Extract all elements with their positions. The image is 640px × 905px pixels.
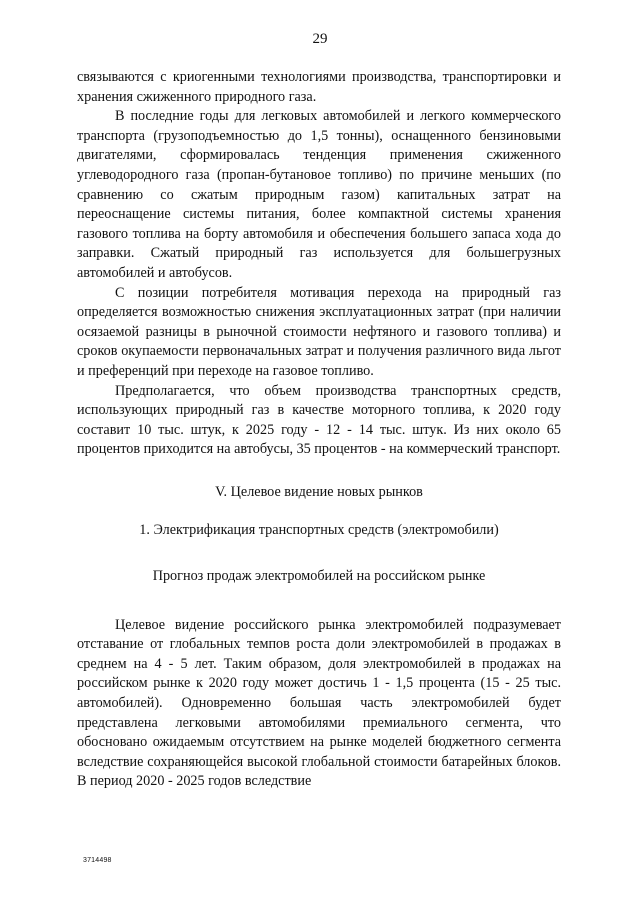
forecast-heading: Прогноз продаж электромобилей на российском рынке (152, 568, 486, 585)
paragraph-continuation: связываются с криогенными технологиями производства, транспортировки и хранения сжиженного природного газа. (77, 69, 561, 105)
document-id: 3714498 (83, 857, 112, 864)
page-number: 29 (312, 31, 328, 47)
subsection-heading: 1. Электрификация транспортных средств (электромобили) (139, 522, 499, 539)
document-body (77, 68, 561, 792)
paragraph-consumer-motivation: С позиции потребителя мотивация перехода на природный газ определяется возможностью снижения эксплуатационных затрат (при наличии осязаемой разницы в рыночной стоимости нефтяного и газового топлива) и сроков окупаемости первоначальных затрат и получения различного вида льгот и преференций при переходе на газовое топливо. (77, 284, 561, 379)
section-heading: V. Целевое видение новых рынков (215, 483, 423, 500)
paragraph-production-forecast: Предполагается, что объем производства транспортных средств, использующих природный газ в качестве моторного топлива, к 2020 году составит 10 тыс. штук, к 2025 году - 12 - 14 тыс. штук. Из них около 65 процентов приходится на автобусы, 35 процентов - на коммерческий транспорт. (77, 382, 561, 458)
paragraph-lpg-trend: В последние годы для легковых автомобилей и легкого коммерческого транспорта (грузоподъемностью до 1,5 тонны), оснащенного бензиновыми двигателями, сформировалась тенденция применения сжиженного углеводородного газа (пропан-бутановое топливо) по причине меньших (по сравнению со сжатым природным газом) капитальных затрат на переоснащение системы питания, более компактной системы хранения газового топлива на борту автомобиля и обеспечения большего запаса хода до заправки. Сжатый природный газ используется для большегрузных автомобилей и автобусов. (77, 108, 561, 281)
paragraph-ev-market-vision: Целевое видение российского рынка электромобилей подразумевает отставание от глобальных темпов роста доли электромобилей в продажах в среднем на 4 - 5 лет. Таким образом, доля электромобилей в продажах на российском рынке к 2020 году может достичь 1 - 1,5 процента (15 - 25 тыс. автомобилей). Одновременно большая часть электромобилей будет представлена легковыми автомобилями премиального сегмента, что обосновано ожидаемым отсутствием на рынке моделей бюджетного сегмента вследствие сохраняющейся высокой глобальной стоимости батарейных блоков. В период 2020 - 2025 годов вследствие (77, 616, 561, 790)
